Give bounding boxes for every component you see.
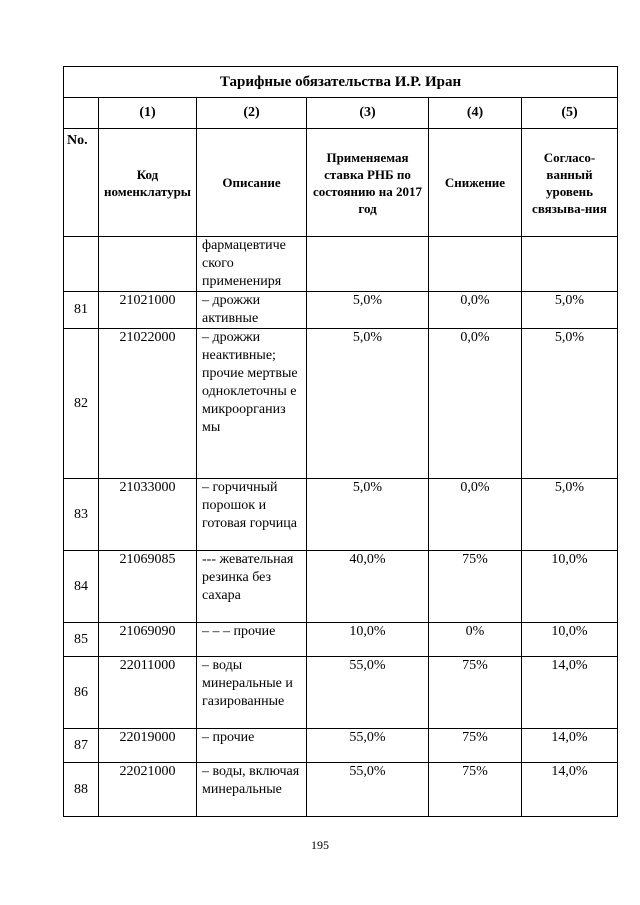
page-number: 195 — [311, 838, 329, 852]
bound-rate-cell: 14,0% — [522, 763, 618, 817]
table-body — [64, 237, 618, 817]
nomenclature-code: 22021000 — [99, 763, 197, 817]
header-row — [64, 129, 618, 237]
row-number: 81 — [64, 292, 99, 329]
reduction-cell: 0,0% — [429, 479, 522, 551]
reduction-cell: 0,0% — [429, 292, 522, 329]
reduction-cell: 0,0% — [429, 329, 522, 479]
bound-rate-cell: 5,0% — [522, 329, 618, 479]
table-row — [64, 237, 618, 292]
nomenclature-code: 21069090 — [99, 623, 197, 657]
table-row — [64, 763, 618, 817]
bound-rate-cell: 10,0% — [522, 623, 618, 657]
row-number: 88 — [64, 763, 99, 817]
bound-rate-cell: 5,0% — [522, 292, 618, 329]
bound-rate-cell: 10,0% — [522, 551, 618, 623]
description-cell: – – – прочие — [197, 623, 307, 657]
nomenclature-code: 22019000 — [99, 729, 197, 763]
description-cell: – воды минеральные и газированные — [197, 657, 307, 729]
reduction-cell: 75% — [429, 551, 522, 623]
applied-rate-cell: 5,0% — [307, 479, 429, 551]
applied-rate-cell: 55,0% — [307, 763, 429, 817]
header-description: Описание — [197, 129, 307, 237]
reduction-cell: 0% — [429, 623, 522, 657]
table-row — [64, 329, 618, 479]
nomenclature-code: 22011000 — [99, 657, 197, 729]
row-number: 84 — [64, 551, 99, 623]
header-reduction: Снижение — [429, 129, 522, 237]
row-number: 87 — [64, 729, 99, 763]
nomenclature-code: 21069085 — [99, 551, 197, 623]
table-row — [64, 729, 618, 763]
bound-rate-cell — [522, 237, 618, 292]
nomenclature-code: 21022000 — [99, 329, 197, 479]
description-cell: – прочие — [197, 729, 307, 763]
description-cell: – дрожжи неактивные; прочие мертвые одноклеточны е микроорганиз мы — [197, 329, 307, 479]
column-number-empty — [64, 98, 99, 129]
column-number: (5) — [522, 98, 618, 129]
row-number: 86 — [64, 657, 99, 729]
reduction-cell: 75% — [429, 657, 522, 729]
bound-rate-cell: 14,0% — [522, 729, 618, 763]
header-code: Код номенклатуры — [99, 129, 197, 237]
table-title: Тарифные обязательства И.Р. Иран — [64, 67, 618, 98]
applied-rate-cell: 55,0% — [307, 729, 429, 763]
column-number-row — [64, 98, 618, 129]
reduction-cell — [429, 237, 522, 292]
row-number — [64, 237, 99, 292]
description-cell: – горчичный порошок и готовая горчица — [197, 479, 307, 551]
column-number: (1) — [99, 98, 197, 129]
row-number: 82 — [64, 329, 99, 479]
applied-rate-cell: 40,0% — [307, 551, 429, 623]
applied-rate-cell: 5,0% — [307, 329, 429, 479]
header-no: No. — [64, 129, 99, 237]
nomenclature-code: 21033000 — [99, 479, 197, 551]
tariff-table — [63, 66, 618, 817]
description-cell: – воды, включая минеральные — [197, 763, 307, 817]
column-number: (2) — [197, 98, 307, 129]
title-row — [64, 67, 618, 98]
column-number: (4) — [429, 98, 522, 129]
column-number: (3) — [307, 98, 429, 129]
applied-rate-cell — [307, 237, 429, 292]
table-row — [64, 551, 618, 623]
nomenclature-code — [99, 237, 197, 292]
table-row — [64, 292, 618, 329]
applied-rate-cell: 10,0% — [307, 623, 429, 657]
reduction-cell: 75% — [429, 729, 522, 763]
applied-rate-cell: 5,0% — [307, 292, 429, 329]
table-row — [64, 657, 618, 729]
bound-rate-cell: 5,0% — [522, 479, 618, 551]
header-applied-rate: Применяемая ставка РНБ по состоянию на 2017 год — [307, 129, 429, 237]
description-cell: фармацевтиче ского применениря — [197, 237, 307, 292]
applied-rate-cell: 55,0% — [307, 657, 429, 729]
nomenclature-code: 21021000 — [99, 292, 197, 329]
row-number: 85 — [64, 623, 99, 657]
table-row — [64, 623, 618, 657]
description-cell: – дрожжи активные — [197, 292, 307, 329]
header-bound-rate: Согласо-ванный уровень связыва-ния — [522, 129, 618, 237]
table-row — [64, 479, 618, 551]
description-cell: --- жевательная резинка без сахара — [197, 551, 307, 623]
reduction-cell: 75% — [429, 763, 522, 817]
row-number: 83 — [64, 479, 99, 551]
bound-rate-cell: 14,0% — [522, 657, 618, 729]
